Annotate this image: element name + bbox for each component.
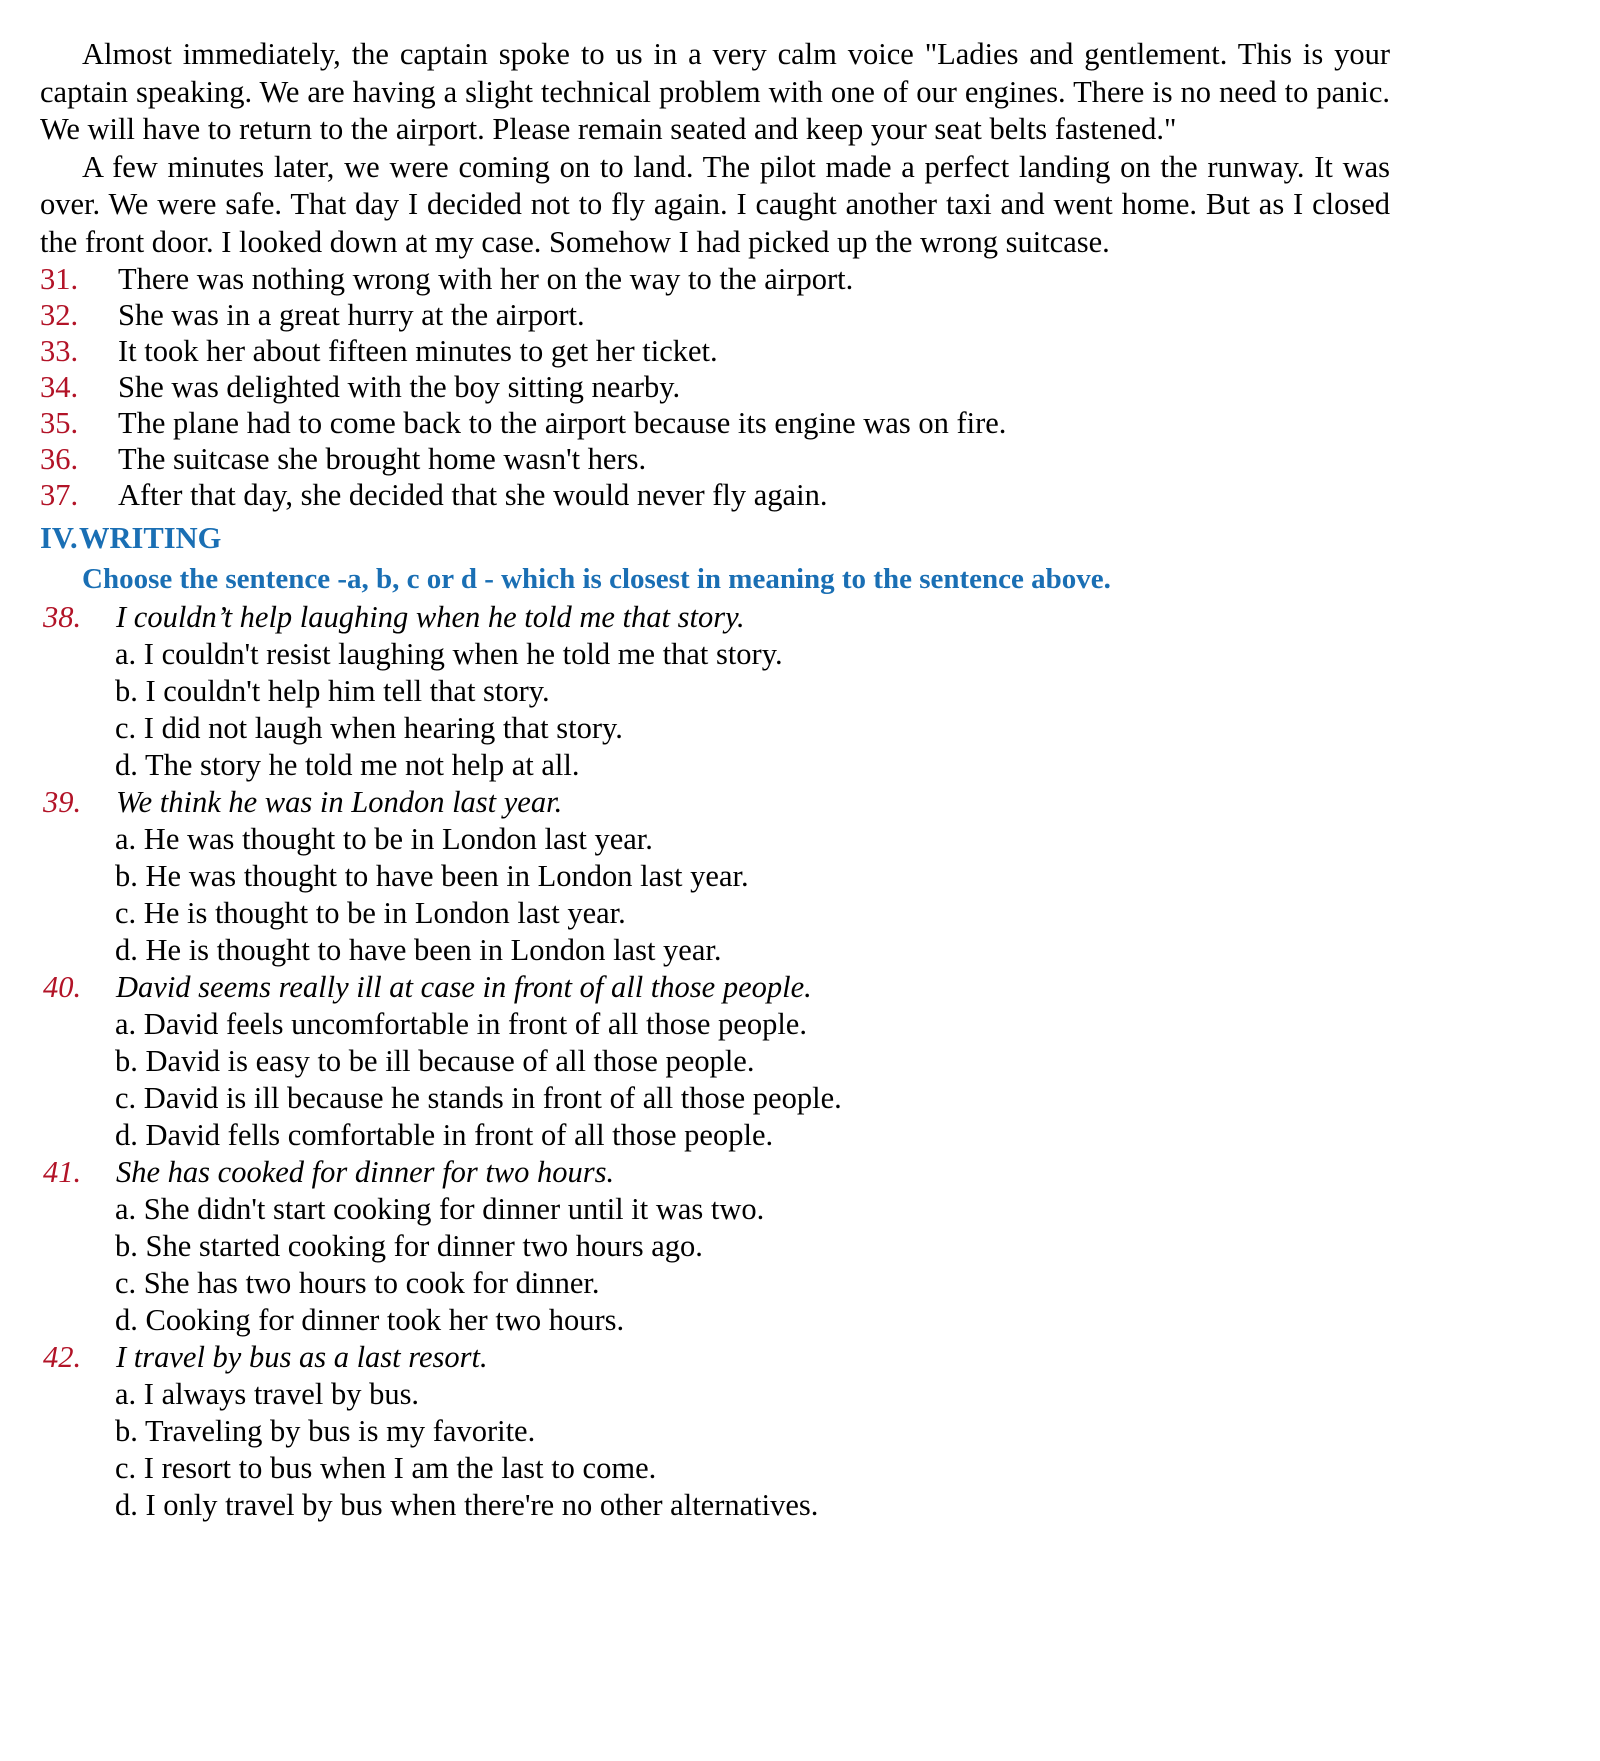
question-number: 41. xyxy=(43,1155,82,1189)
statement-text: After that day, she decided that she would never fly again. xyxy=(118,478,828,512)
statement-number: 36. xyxy=(40,442,79,476)
option-item-b[interactable]: b. He was thought to have been in London last year. xyxy=(115,859,749,893)
option-item-a[interactable]: a. I couldn't resist laughing when he told me that story. xyxy=(115,637,783,671)
passage-paragraph-2 xyxy=(40,149,1390,262)
statement-item[interactable] xyxy=(40,441,1560,477)
statement-number: 37. xyxy=(40,478,79,512)
statement-item[interactable] xyxy=(40,369,1560,405)
question-number: 40. xyxy=(43,970,82,1004)
option-item-c[interactable]: c. He is thought to be in London last year. xyxy=(115,896,626,930)
question-block xyxy=(40,784,1560,969)
option-item-b[interactable]: b. I couldn't help him tell that story. xyxy=(115,674,550,708)
question-prompt-text: I couldn’t help laughing when he told me that story. xyxy=(116,600,745,634)
statement-number: 34. xyxy=(40,370,79,404)
question-block xyxy=(40,1154,1560,1339)
option-item-a[interactable]: a. I always travel by bus. xyxy=(115,1377,420,1411)
option-item-c[interactable]: c. I resort to bus when I am the last to come. xyxy=(115,1451,657,1485)
option-list xyxy=(40,1191,1560,1339)
option-item-b[interactable]: b. She started cooking for dinner two hours ago. xyxy=(115,1229,703,1263)
statement-text: The plane had to come back to the airport because its engine was on fire. xyxy=(118,406,1007,440)
statement-number: 32. xyxy=(40,298,79,332)
passage-paragraph-2-text: A few minutes later, we were coming on to land. The pilot made a perfect landing on the runway. It was over. We were safe. That day I decided not to fly again. I caught another taxi and went home. But as I closed the front door. I looked down at my case. Somehow I had picked up the wrong suitcase. xyxy=(40,149,1390,259)
question-number: 38. xyxy=(43,600,82,634)
option-item-b[interactable]: b. David is easy to be ill because of all those people. xyxy=(115,1044,755,1078)
section-heading-writing xyxy=(40,517,1560,559)
statement-number: 33. xyxy=(40,334,79,368)
section-title: WRITING xyxy=(79,521,222,555)
statement-item[interactable] xyxy=(40,261,1560,297)
question-number: 42. xyxy=(43,1340,82,1374)
passage-paragraph-1 xyxy=(40,36,1390,149)
passage-paragraph-1-text: Almost immediately, the captain spoke to us in a very calm voice "Ladies and gentlement. This is your captain speaking. We are having a slight technical problem with one of our engines. There is no need to panic. We will have to return to the airport. Please remain seated and keep your seat belts fastened." xyxy=(40,37,1390,146)
option-list xyxy=(40,821,1560,969)
option-item-d[interactable]: d. Cooking for dinner took her two hours. xyxy=(115,1303,625,1337)
question-prompt xyxy=(40,599,1560,636)
statement-item[interactable] xyxy=(40,405,1560,441)
statement-text: There was nothing wrong with her on the way to the airport. xyxy=(118,262,854,296)
statement-item[interactable] xyxy=(40,297,1560,333)
question-prompt xyxy=(40,784,1560,821)
statement-item[interactable] xyxy=(40,333,1560,369)
question-number: 39. xyxy=(43,785,82,819)
option-item-c[interactable]: c. She has two hours to cook for dinner. xyxy=(115,1266,600,1300)
option-item-d[interactable]: d. The story he told me not help at all. xyxy=(115,748,580,782)
question-prompt xyxy=(40,1339,1560,1376)
statement-text: The suitcase she brought home wasn't hers. xyxy=(118,442,647,476)
statement-text: She was in a great hurry at the airport. xyxy=(118,298,585,332)
question-prompt-text: We think he was in London last year. xyxy=(116,785,563,819)
option-list xyxy=(40,1006,1560,1154)
question-prompt-text: I travel by bus as a last resort. xyxy=(116,1340,488,1374)
question-block xyxy=(40,1339,1560,1524)
question-prompt-text: David seems really ill at case in front of all those people. xyxy=(116,970,812,1004)
reading-passage xyxy=(40,36,1560,261)
option-item-a[interactable]: a. He was thought to be in London last year. xyxy=(115,822,653,856)
option-item-a[interactable]: a. She didn't start cooking for dinner until it was two. xyxy=(115,1192,765,1226)
option-item-d[interactable]: d. I only travel by bus when there're no other alternatives. xyxy=(115,1488,819,1522)
question-prompt xyxy=(40,969,1560,1006)
option-item-a[interactable]: a. David feels uncomfortable in front of all those people. xyxy=(115,1007,807,1041)
option-item-d[interactable]: d. David fells comfortable in front of all those people. xyxy=(115,1118,774,1152)
option-list xyxy=(40,636,1560,784)
option-list xyxy=(40,1376,1560,1524)
statement-item[interactable] xyxy=(40,477,1560,513)
option-item-d[interactable]: d. He is thought to have been in London last year. xyxy=(115,933,722,967)
option-item-c[interactable]: c. David is ill because he stands in front of all those people. xyxy=(115,1081,842,1115)
question-block xyxy=(40,969,1560,1154)
section-roman-numeral: IV. xyxy=(40,521,78,555)
statement-number: 31. xyxy=(40,262,79,296)
option-item-b[interactable]: b. Traveling by bus is my favorite. xyxy=(115,1414,536,1448)
option-item-c[interactable]: c. I did not laugh when hearing that story. xyxy=(115,711,623,745)
section-instruction: Choose the sentence -a, b, c or d - which is closest in meaning to the sentence above. xyxy=(82,563,1111,595)
question-block xyxy=(40,599,1560,784)
statement-list xyxy=(40,261,1560,513)
question-prompt-text: She has cooked for dinner for two hours. xyxy=(116,1155,615,1189)
question-prompt xyxy=(40,1154,1560,1191)
statement-text: It took her about fifteen minutes to get her ticket. xyxy=(118,334,718,368)
statement-text: She was delighted with the boy sitting nearby. xyxy=(118,370,681,404)
statement-number: 35. xyxy=(40,406,79,440)
